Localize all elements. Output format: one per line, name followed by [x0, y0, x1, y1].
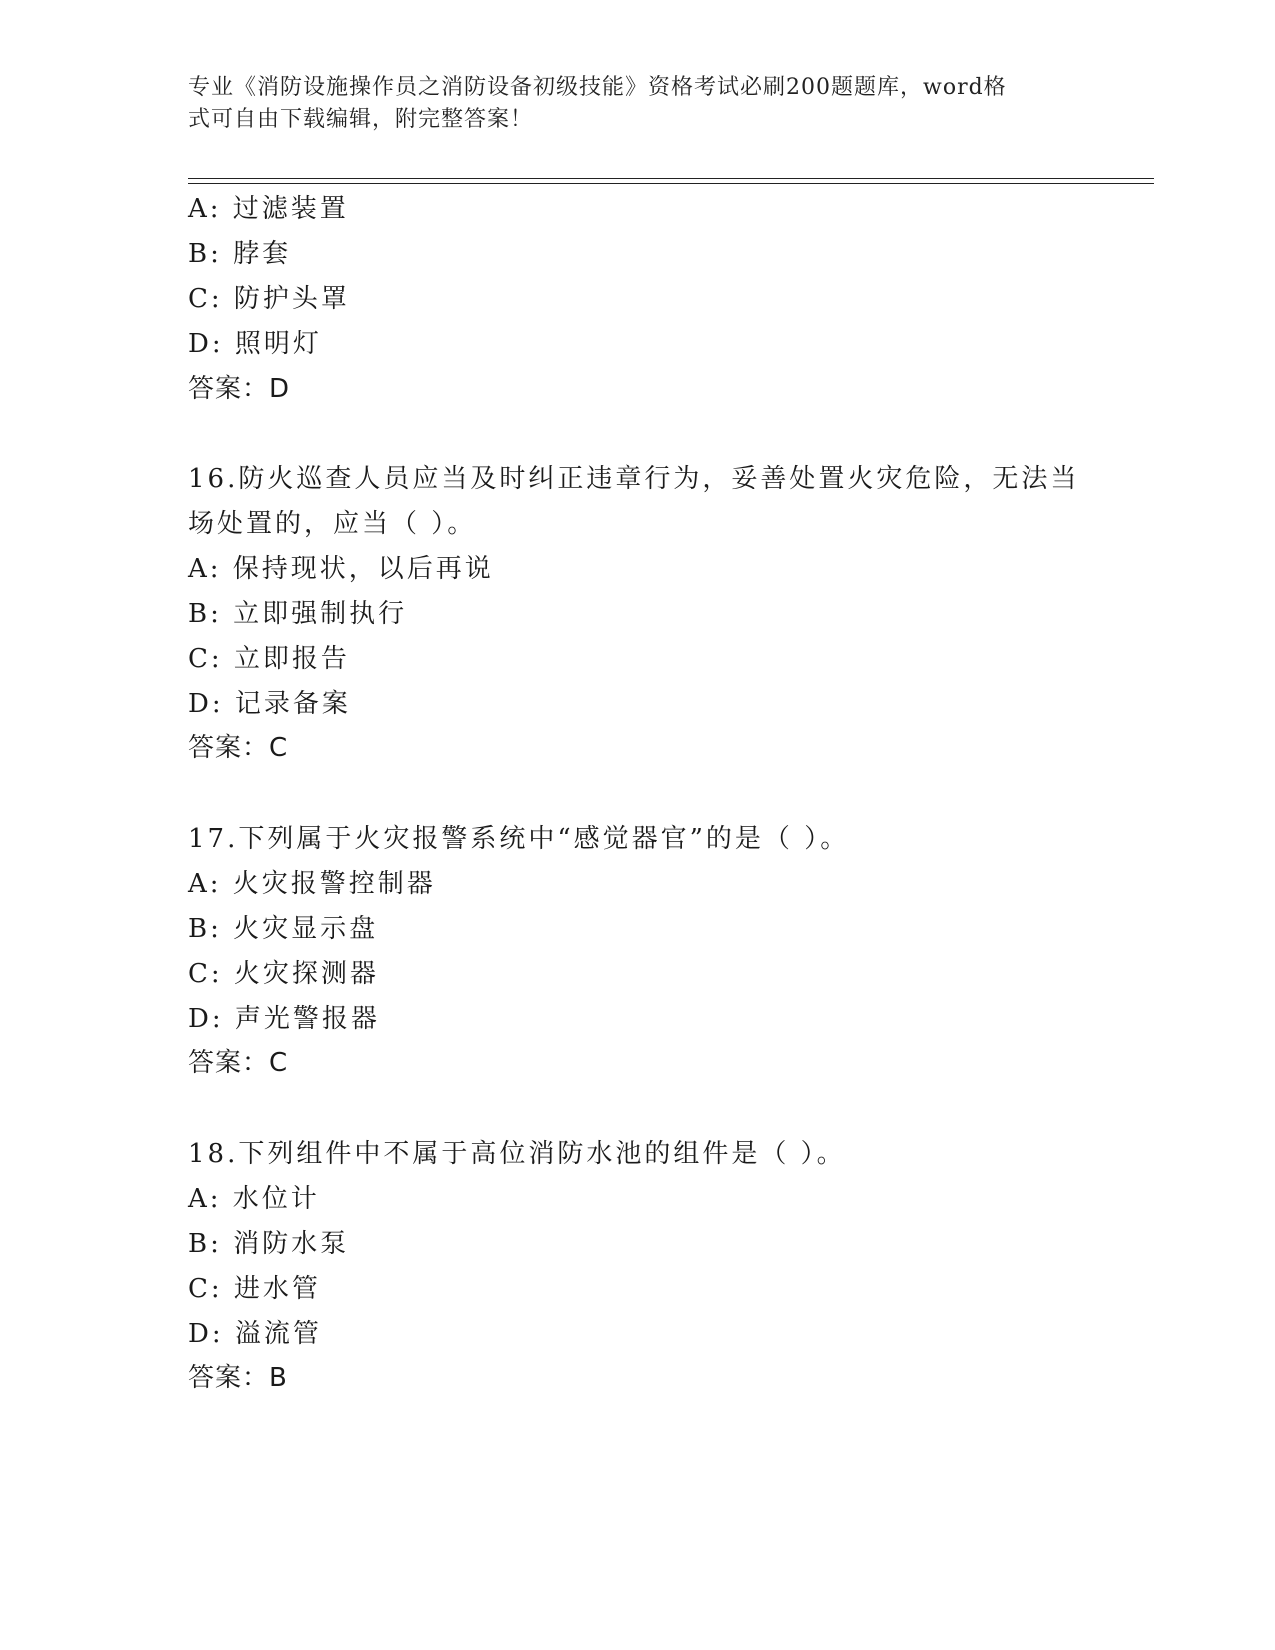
q18-stem-line-1: 18.下列组件中不属于高位消防水池的组件是（ ）。	[188, 1139, 846, 1169]
q18-option-d: D: 溢流管	[188, 1319, 322, 1349]
q15-answer: 答案：D	[188, 374, 291, 404]
q15-option-b: B: 脖套	[188, 239, 292, 269]
q17-option-a: A: 火灾报警控制器	[188, 869, 436, 899]
q16-option-a: A: 保持现状，以后再说	[188, 554, 494, 584]
q15-option-d: D: 照明灯	[188, 329, 322, 359]
header-line-2: 式可自由下载编辑，附完整答案！	[188, 107, 534, 132]
q18-option-b: B: 消防水泵	[188, 1229, 350, 1259]
q15-option-a: A: 过滤装置	[188, 194, 349, 224]
q17-option-c: C: 火灾探测器	[188, 959, 379, 989]
q17-answer: 答案：C	[188, 1048, 289, 1078]
header-divider-bottom	[188, 183, 1154, 184]
q18-option-a: A: 水位计	[188, 1184, 320, 1214]
q17-stem-line-1: 17.下列属于火灾报警系统中“感觉器官”的是（ ）。	[188, 824, 850, 854]
q16-stem-line-1: 16.防火巡查人员应当及时纠正违章行为，妥善处置火灾危险，无法当	[188, 464, 1080, 494]
document-header	[188, 72, 1088, 136]
header-divider-top	[188, 178, 1154, 179]
q16-option-b: B: 立即强制执行	[188, 599, 408, 629]
q16-stem-line-2: 场处置的，应当（ ）。	[188, 509, 477, 539]
q17-option-d: D: 声光警报器	[188, 1004, 380, 1034]
q16-option-d: D: 记录备案	[188, 689, 351, 719]
q18-answer: 答案：B	[188, 1363, 288, 1393]
header-line-1: 专业《消防设施操作员之消防设备初级技能》资格考试必刷200题题库，word格	[188, 75, 1007, 100]
q18-option-c: C: 进水管	[188, 1274, 321, 1304]
q17-option-b: B: 火灾显示盘	[188, 914, 379, 944]
q16-option-c: C: 立即报告	[188, 644, 350, 674]
q16-answer: 答案：C	[188, 733, 289, 763]
q15-option-c: C: 防护头罩	[188, 284, 350, 314]
